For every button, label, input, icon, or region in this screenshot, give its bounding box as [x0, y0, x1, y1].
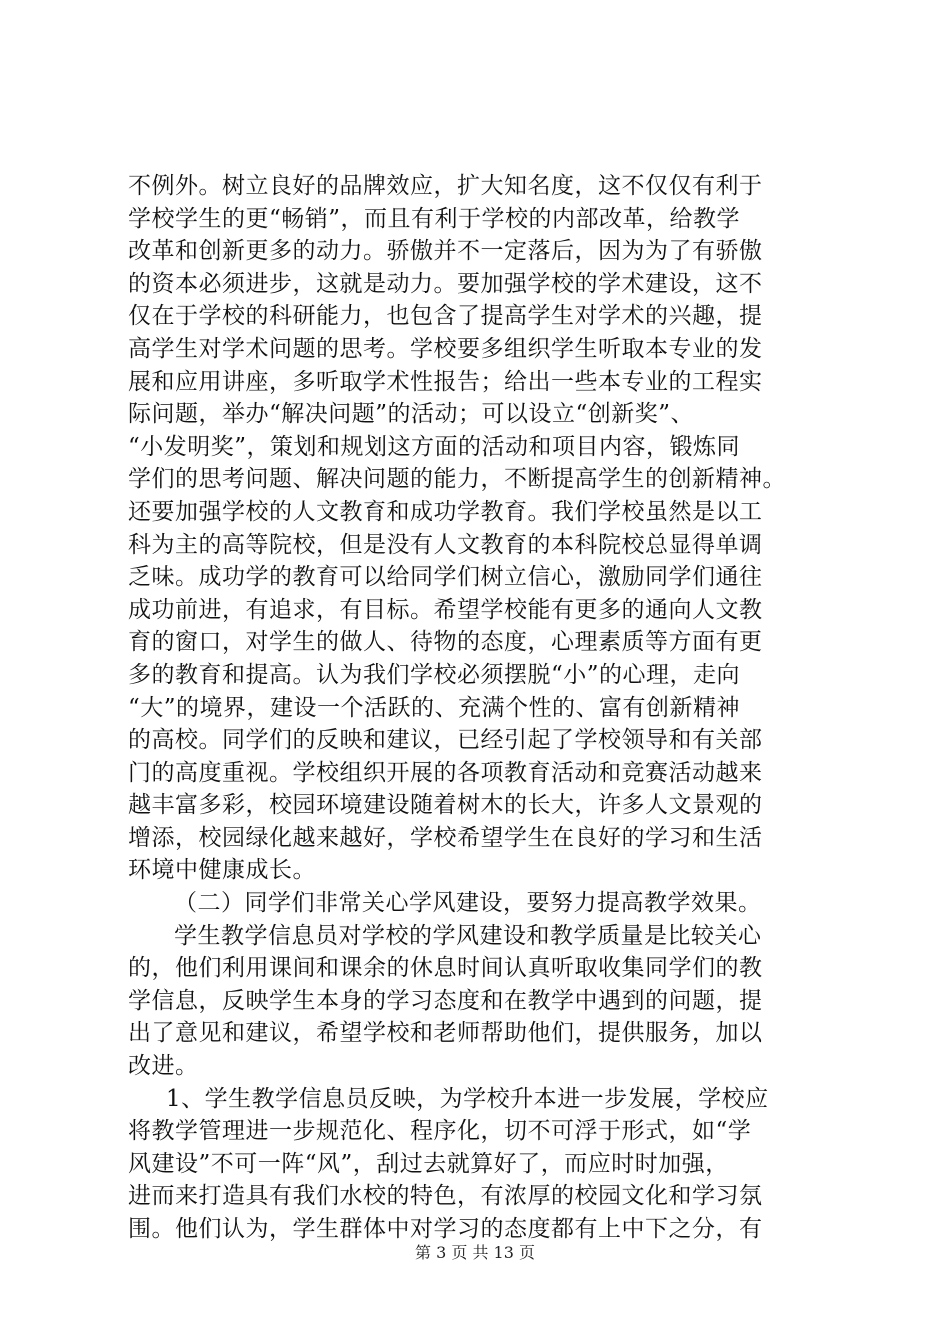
numbered-item-first-line: 1、学生教学信息员反映，为学校升本进一步发展，学校应	[166, 1085, 769, 1112]
text-line: 展和应用讲座，多听取学术性报告；给出一些本专业的工程实	[128, 368, 763, 395]
text-line: 不例外。树立良好的品牌效应，扩大知名度，这不仅仅有利于	[128, 173, 763, 199]
text-line: 乏味。成功学的教育可以给同学们树立信心，激励同学们通往	[128, 564, 763, 591]
text-line: 改革和创新更多的动力。骄傲并不一定落后，因为为了有骄傲	[128, 238, 763, 265]
text-line: 仅在于学校的科研能力，也包含了提高学生对学术的兴趣，提	[128, 303, 763, 330]
text-line: 的高校。同学们的反映和建议，已经引起了学校领导和有关部	[128, 727, 763, 754]
text-line: 学校学生的更“畅销”，而且有利于学校的内部改革，给教学	[128, 205, 741, 232]
text-line: 出了意见和建议，希望学校和老师帮助他们，提供服务，加以	[128, 1020, 763, 1047]
text-line: 环境中健康成长。	[128, 857, 316, 884]
text-line: 风建设”不可一阵“风”，刮过去就算好了，而应时时加强，	[128, 1150, 729, 1177]
text-line: 多的教育和提高。认为我们学校必须摆脱“小”的心理，走向	[128, 661, 741, 688]
text-line: 育的窗口，对学生的做人、待物的态度，心理素质等方面有更	[128, 629, 763, 656]
text-line: 门的高度重视。学校组织开展的各项教育活动和竞赛活动越来	[128, 759, 763, 786]
text-line: 际问题，举办“解决问题”的活动；可以设立“创新奖”、	[128, 401, 695, 428]
paragraph-first-line: 学生教学信息员对学校的学风建设和教学质量是比较关心	[174, 922, 762, 949]
text-line: “小发明奖”，策划和规划这方面的活动和项目内容，锻炼同	[128, 433, 741, 460]
text-line: 学信息，反映学生本身的学习态度和在教学中遇到的问题，提	[128, 987, 763, 1014]
text-line: 将教学管理进一步规范化、程序化，切不可浮于形式，如“学	[128, 1118, 752, 1145]
text-line: 的资本必须进步，这就是动力。要加强学校的学术建设，这不	[128, 270, 763, 297]
text-line: 的，他们利用课间和课余的休息时间认真听取收集同学们的教	[128, 955, 763, 982]
text-line: 还要加强学校的人文教育和成功学教育。我们学校虽然是以工	[128, 498, 763, 525]
document-body	[128, 170, 840, 1246]
text-line: 围。他们认为，学生群体中对学习的态度都有上中下之分，有	[128, 1216, 763, 1242]
text-line: “大”的境界，建设一个活跃的、充满个性的、富有创新精神	[128, 694, 741, 721]
page-number-footer: 第 3 页 共 13 页	[415, 1243, 535, 1262]
text-line: 高学生对学术问题的思考。学校要多组织学生听取本专业的发	[128, 335, 763, 362]
text-line: 改进。	[128, 1053, 199, 1080]
text-line: 学们的思考问题、解决问题的能力，不断提高学生的创新精神。	[128, 466, 786, 493]
text-line: 越丰富多彩，校园环境建设随着树木的长大，许多人文景观的	[128, 792, 763, 819]
text-line: 成功前进，有追求，有目标。希望学校能有更多的通向人文教	[128, 596, 763, 623]
text-line: 增添，校园绿化越来越好，学校希望学生在良好的学习和生活	[128, 824, 763, 851]
text-line: 进而来打造具有我们水校的特色，有浓厚的校园文化和学习氛	[128, 1183, 763, 1210]
text-line: 科为主的高等院校，但是没有人文教育的本科院校总显得单调	[128, 531, 763, 558]
section-heading: （二）同学们非常关心学风建设，要努力提高教学效果。	[174, 890, 762, 917]
